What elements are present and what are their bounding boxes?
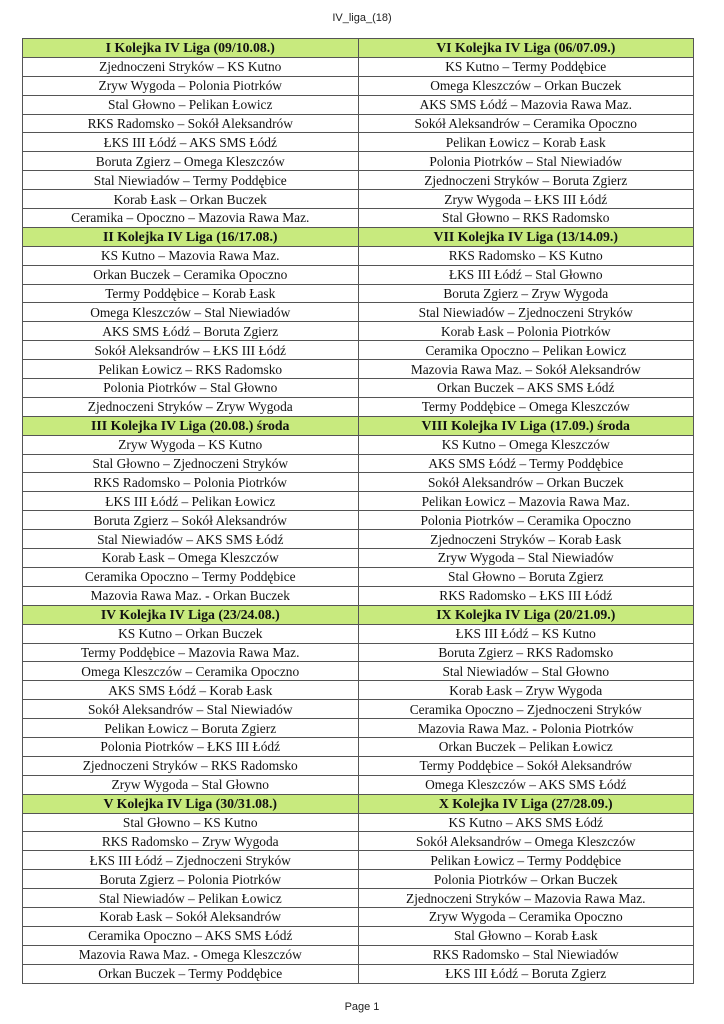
match-row [23,284,694,303]
round-title: V Kolejka IV Liga (30/31.08.) [23,794,359,813]
round-title: II Kolejka IV Liga (16/17.08.) [23,227,359,246]
match-row [23,133,694,152]
match-cell: Termy Poddębice – Mazovia Rawa Maz. [23,643,359,662]
match-row [23,473,694,492]
round-title: VIII Kolejka IV Liga (17.09.) środa [358,416,694,435]
match-row [23,341,694,360]
match-row [23,492,694,511]
match-row [23,813,694,832]
match-cell: Orkan Buczek – Ceramika Opoczno [23,265,359,284]
match-cell: Zryw Wygoda – ŁKS III Łódź [358,190,694,209]
match-cell: Zjednoczeni Stryków – RKS Radomsko [23,756,359,775]
match-cell: Pelikan Łowicz – Mazovia Rawa Maz. [358,492,694,511]
match-cell: Zryw Wygoda – Stal Głowno [23,775,359,794]
match-cell: Omega Kleszczów – Ceramika Opoczno [23,662,359,681]
round-header-row [23,227,694,246]
match-row [23,549,694,568]
match-cell: Stal Głowno – Korab Łask [358,926,694,945]
match-row [23,435,694,454]
match-row [23,889,694,908]
round-title: VII Kolejka IV Liga (13/14.09.) [358,227,694,246]
round-header-row [23,416,694,435]
round-header-row [23,794,694,813]
match-row [23,832,694,851]
match-cell: ŁKS III Łódź – AKS SMS Łódź [23,133,359,152]
fixtures-table-body [23,39,694,984]
match-row [23,945,694,964]
round-title: IX Kolejka IV Liga (20/21.09.) [358,605,694,624]
match-cell: KS Kutno – Omega Kleszczów [358,435,694,454]
document-title: IV_liga_(18) [332,12,392,24]
match-cell: ŁKS III Łódź – Stal Głowno [358,265,694,284]
match-cell: Korab Łask – Omega Kleszczów [23,549,359,568]
match-cell: Polonia Piotrków – ŁKS III Łódź [23,737,359,756]
match-row [23,624,694,643]
match-cell: Sokół Aleksandrów – Ceramika Opoczno [358,114,694,133]
match-row [23,662,694,681]
match-cell: Termy Poddębice – Korab Łask [23,284,359,303]
match-row [23,775,694,794]
match-cell: KS Kutno – AKS SMS Łódź [358,813,694,832]
match-cell: Sokół Aleksandrów – Stal Niewiadów [23,700,359,719]
match-cell: Termy Poddębice – Sokół Aleksandrów [358,756,694,775]
match-cell: AKS SMS Łódź – Korab Łask [23,681,359,700]
match-cell: Stal Głowno – Zjednoczeni Stryków [23,454,359,473]
match-cell: RKS Radomsko – Sokół Aleksandrów [23,114,359,133]
match-cell: Ceramika – Opoczno – Mazovia Rawa Maz. [23,209,359,228]
match-cell: Mazovia Rawa Maz. - Orkan Buczek [23,586,359,605]
round-title: IV Kolejka IV Liga (23/24.08.) [23,605,359,624]
match-cell: Boruta Zgierz – Polonia Piotrków [23,870,359,889]
match-row [23,190,694,209]
match-row [23,681,694,700]
match-cell: Pelikan Łowicz – Korab Łask [358,133,694,152]
match-cell: RKS Radomsko – ŁKS III Łódź [358,586,694,605]
match-cell: Omega Kleszczów – Orkan Buczek [358,76,694,95]
match-cell: Orkan Buczek – AKS SMS Łódź [358,379,694,398]
match-cell: Zryw Wygoda – Ceramika Opoczno [358,907,694,926]
round-header-row [23,605,694,624]
match-cell: Zryw Wygoda – Stal Niewiadów [358,549,694,568]
match-cell: Korab Łask – Sokół Aleksandrów [23,907,359,926]
match-cell: Polonia Piotrków – Ceramika Opoczno [358,511,694,530]
match-row [23,643,694,662]
match-cell: Boruta Zgierz – RKS Radomsko [358,643,694,662]
match-cell: Zryw Wygoda – KS Kutno [23,435,359,454]
match-cell: Sokół Aleksandrów – ŁKS III Łódź [23,341,359,360]
match-row [23,926,694,945]
match-cell: Stal Głowno – KS Kutno [23,813,359,832]
match-cell: Ceramika Opoczno – Zjednoczeni Stryków [358,700,694,719]
match-cell: RKS Radomsko – Polonia Piotrków [23,473,359,492]
match-row [23,851,694,870]
match-row [23,152,694,171]
match-cell: Zjednoczeni Stryków – KS Kutno [23,57,359,76]
match-cell: Polonia Piotrków – Orkan Buczek [358,870,694,889]
match-row [23,322,694,341]
match-cell: Stal Niewiadów – AKS SMS Łódź [23,530,359,549]
match-cell: Stal Niewiadów – Stal Głowno [358,662,694,681]
match-cell: Mazovia Rawa Maz. - Omega Kleszczów [23,945,359,964]
match-cell: Sokół Aleksandrów – Omega Kleszczów [358,832,694,851]
match-row [23,719,694,738]
match-row [23,907,694,926]
match-cell: Orkan Buczek – Termy Poddębice [23,964,359,983]
match-row [23,737,694,756]
match-cell: Pelikan Łowicz – Boruta Zgierz [23,719,359,738]
match-row [23,57,694,76]
round-title: VI Kolejka IV Liga (06/07.09.) [358,39,694,58]
match-row [23,360,694,379]
match-cell: RKS Radomsko – KS Kutno [358,246,694,265]
match-row [23,586,694,605]
match-cell: Omega Kleszczów – Stal Niewiadów [23,303,359,322]
match-row [23,511,694,530]
match-cell: Stal Niewiadów – Termy Poddębice [23,171,359,190]
match-row [23,265,694,284]
match-row [23,700,694,719]
page-number: Page 1 [344,1001,380,1013]
match-row [23,303,694,322]
round-title: I Kolejka IV Liga (09/10.08.) [23,39,359,58]
match-row [23,209,694,228]
match-cell: Sokół Aleksandrów – Orkan Buczek [358,473,694,492]
match-cell: AKS SMS Łódź – Termy Poddębice [358,454,694,473]
match-cell: ŁKS III Łódź – Pelikan Łowicz [23,492,359,511]
match-cell: Stal Głowno – RKS Radomsko [358,209,694,228]
match-cell: Ceramika Opoczno – Pelikan Łowicz [358,341,694,360]
match-cell: AKS SMS Łódź – Mazovia Rawa Maz. [358,95,694,114]
match-row [23,246,694,265]
match-cell: Boruta Zgierz – Omega Kleszczów [23,152,359,171]
match-cell: KS Kutno – Mazovia Rawa Maz. [23,246,359,265]
match-cell: RKS Radomsko – Stal Niewiadów [358,945,694,964]
match-cell: Pelikan Łowicz – RKS Radomsko [23,360,359,379]
match-cell: Stal Niewiadów – Zjednoczeni Stryków [358,303,694,322]
match-row [23,567,694,586]
match-row [23,171,694,190]
match-row [23,397,694,416]
match-cell: Ceramika Opoczno – Termy Poddębice [23,567,359,586]
match-cell: Zjednoczeni Stryków – Boruta Zgierz [358,171,694,190]
round-header-row [23,39,694,58]
match-cell: Zjednoczeni Stryków – Mazovia Rawa Maz. [358,889,694,908]
match-cell: Stal Głowno – Boruta Zgierz [358,567,694,586]
match-row [23,379,694,398]
match-cell: Boruta Zgierz – Sokół Aleksandrów [23,511,359,530]
match-cell: Boruta Zgierz – Zryw Wygoda [358,284,694,303]
match-cell: Termy Poddębice – Omega Kleszczów [358,397,694,416]
match-cell: ŁKS III Łódź – Zjednoczeni Stryków [23,851,359,870]
match-cell: KS Kutno – Orkan Buczek [23,624,359,643]
match-cell: ŁKS III Łódź – Boruta Zgierz [358,964,694,983]
match-cell: Mazovia Rawa Maz. – Sokół Aleksandrów [358,360,694,379]
match-cell: Ceramika Opoczno – AKS SMS Łódź [23,926,359,945]
round-title: III Kolejka IV Liga (20.08.) środa [23,416,359,435]
fixtures-table [22,38,694,984]
match-cell: AKS SMS Łódź – Boruta Zgierz [23,322,359,341]
match-row [23,114,694,133]
match-cell: Zjednoczeni Stryków – Zryw Wygoda [23,397,359,416]
match-cell: Mazovia Rawa Maz. - Polonia Piotrków [358,719,694,738]
match-row [23,76,694,95]
match-cell: Stal Niewiadów – Pelikan Łowicz [23,889,359,908]
match-cell: Korab Łask – Orkan Buczek [23,190,359,209]
match-cell: Stal Głowno – Pelikan Łowicz [23,95,359,114]
match-cell: Omega Kleszczów – AKS SMS Łódź [358,775,694,794]
match-cell: Pelikan Łowicz – Termy Poddębice [358,851,694,870]
match-row [23,95,694,114]
match-cell: Polonia Piotrków – Stal Niewiadów [358,152,694,171]
match-cell: RKS Radomsko – Zryw Wygoda [23,832,359,851]
match-row [23,870,694,889]
match-cell: Korab Łask – Zryw Wygoda [358,681,694,700]
match-row [23,530,694,549]
match-row [23,964,694,983]
match-row [23,454,694,473]
match-cell: Zryw Wygoda – Polonia Piotrków [23,76,359,95]
match-cell: Polonia Piotrków – Stal Głowno [23,379,359,398]
round-title: X Kolejka IV Liga (27/28.09.) [358,794,694,813]
match-cell: Korab Łask – Polonia Piotrków [358,322,694,341]
match-cell: Orkan Buczek – Pelikan Łowicz [358,737,694,756]
match-cell: Zjednoczeni Stryków – Korab Łask [358,530,694,549]
match-cell: ŁKS III Łódź – KS Kutno [358,624,694,643]
match-row [23,756,694,775]
match-cell: KS Kutno – Termy Poddębice [358,57,694,76]
